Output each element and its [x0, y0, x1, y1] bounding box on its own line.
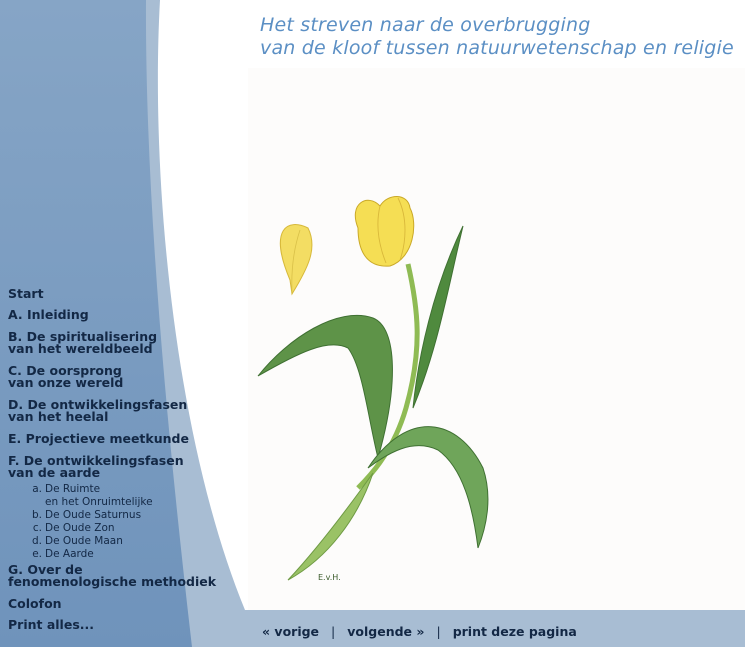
nav-sublist	[28, 483, 248, 561]
nav-item-start[interactable]: Start	[8, 286, 44, 301]
nav-item-spiritualisering[interactable]: B. De spiritualisering van het wereldbeeld	[8, 329, 158, 356]
tulip-illustration	[248, 188, 508, 588]
nav-subitem-aarde[interactable]: e. De Aarde	[32, 548, 94, 560]
page-title-line-1: Het streven naar de overbrugging	[260, 14, 591, 36]
nav-item-colofon[interactable]: Colofon	[8, 596, 62, 611]
nav-item-print-all[interactable]: Print alles...	[8, 617, 95, 632]
nav-subitem-oude-saturnus[interactable]: b. De Oude Saturnus	[31, 509, 142, 521]
nav-item-ontwikkelingsfasen-aarde[interactable]: F. De ontwikkelingsfasen van de aarde	[8, 453, 184, 480]
nav-item-projectieve-meetkunde[interactable]: E. Projectieve meetkunde	[8, 431, 189, 446]
sidebar-nav	[8, 288, 248, 631]
tulip-leaf-lower	[368, 427, 488, 548]
tulip-leaf-left	[258, 315, 392, 458]
next-link[interactable]: volgende »	[347, 624, 425, 639]
print-page-link[interactable]: print deze pagina	[452, 624, 577, 639]
loose-petal	[280, 225, 312, 294]
footer-separator: |	[331, 624, 336, 639]
nav-item-fenomenologische-methodiek[interactable]: G. Over de fenomenologische methodiek	[8, 562, 217, 589]
page-footer-nav	[262, 624, 577, 639]
previous-link[interactable]: « vorige	[262, 624, 320, 639]
nav-item-ontwikkelingsfasen-heelal[interactable]: D. De ontwikkelingsfasen van het heelal	[8, 397, 188, 424]
nav-subitem-oude-maan[interactable]: d. De Oude Maan	[31, 535, 123, 547]
tulip-flower	[355, 196, 413, 266]
page-title-line-2: van de kloof tussen natuurwetenschap en religie	[260, 37, 734, 59]
nav-subitem-ruimte[interactable]: a. De Ruimte en het Onruimtelijke	[32, 483, 153, 508]
nav-subitem-oude-zon[interactable]: c. De Oude Zon	[32, 522, 115, 534]
tulip-leaf-right-upper	[413, 226, 463, 408]
nav-item-inleiding[interactable]: A. Inleiding	[8, 307, 89, 322]
artist-signature: E.v.H.	[318, 573, 341, 582]
nav-item-oorsprong[interactable]: C. De oorsprong van onze wereld	[8, 363, 124, 390]
footer-separator: |	[436, 624, 441, 639]
